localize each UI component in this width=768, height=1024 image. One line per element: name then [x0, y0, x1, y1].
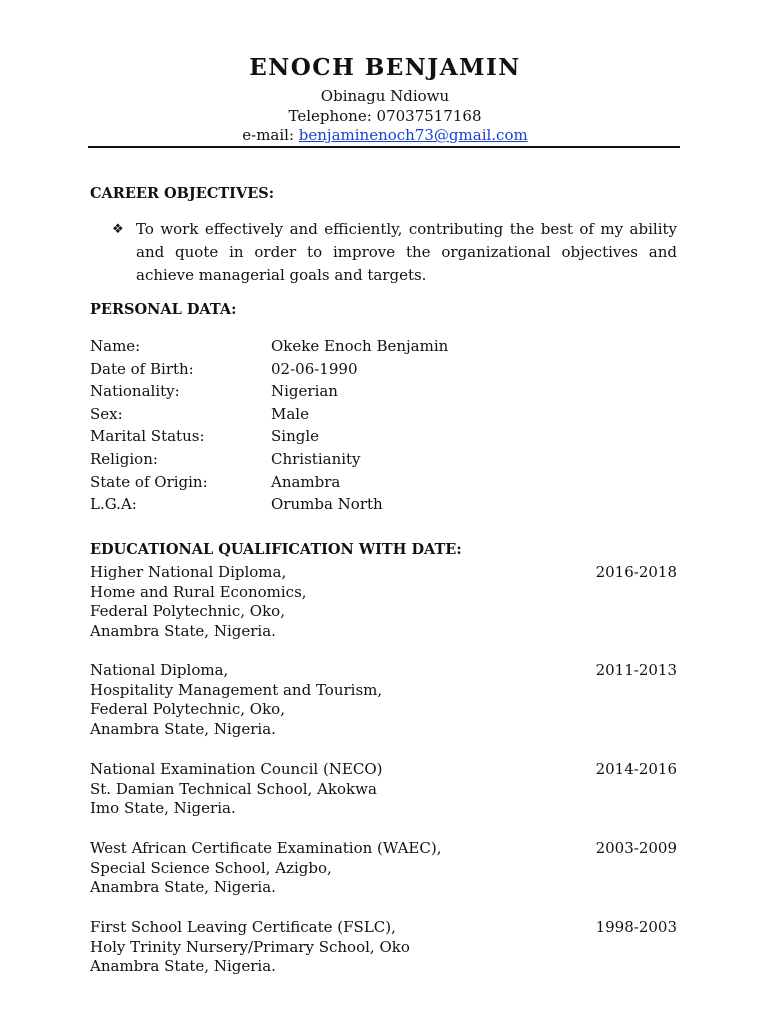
education-year: 2003-2009 — [595, 839, 677, 857]
telephone-line: Telephone: 07037517168 — [288, 107, 482, 125]
personal-data-value: Orumba North — [271, 495, 383, 514]
personal-data-label: Religion: — [90, 449, 158, 468]
education-year: 2011-2013 — [595, 661, 677, 679]
education-line: National Examination Council (NECO) — [90, 760, 383, 778]
personal-data-value: Okeke Enoch Benjamin — [271, 337, 449, 355]
education-line: Anambra State, Nigeria. — [90, 878, 276, 897]
personal-data-value: Nigerian — [271, 382, 338, 401]
education-line: Anambra State, Nigeria. — [90, 622, 276, 641]
career-objective-text: To work effectively and efficiently, contributing the best of my ability and quote in order to improve the organizational objectives and achieve managerial goals and targets. — [136, 220, 677, 284]
personal-data-label: Marital Status: — [90, 427, 205, 446]
personal-data-label: State of Origin: — [90, 472, 208, 491]
email-line — [90, 125, 680, 145]
education-line: Anambra State, Nigeria. — [90, 957, 276, 976]
personal-data-label: Date of Birth: — [90, 359, 194, 378]
education-year: 2014-2016 — [595, 760, 677, 778]
career-objectives-heading: CAREER OBJECTIVES: — [90, 185, 275, 202]
personal-data-value: 02-06-1990 — [271, 359, 358, 378]
education-entry — [90, 563, 677, 642]
diamond-bullet-icon: ❖ — [112, 222, 124, 237]
personal-data-row — [90, 448, 680, 471]
personal-data-row — [90, 471, 680, 494]
personal-data-row — [90, 493, 680, 516]
personal-data-heading: PERSONAL DATA: — [90, 301, 237, 318]
personal-data-row — [90, 335, 680, 358]
education-entry — [90, 760, 677, 819]
personal-data-value: Male — [271, 404, 309, 423]
resume-name: ENOCH BENJAMIN — [249, 54, 521, 81]
personal-data-value: Single — [271, 427, 320, 446]
education-line: Hospitality Management and Tourism, — [90, 680, 383, 699]
education-heading: EDUCATIONAL QUALIFICATION WITH DATE: — [90, 541, 462, 558]
personal-data-label: Sex: — [90, 404, 123, 423]
education-line: Higher National Diploma, — [90, 563, 287, 581]
personal-data-label: L.G.A: — [90, 495, 137, 514]
education-line: Holy Trinity Nursery/Primary School, Oko — [90, 937, 410, 956]
education-line: Anambra State, Nigeria. — [90, 720, 276, 739]
personal-data-row — [90, 403, 680, 426]
education-line: St. Damian Technical School, Akokwa — [90, 779, 377, 798]
header-divider — [88, 146, 680, 148]
personal-data-value: Christianity — [271, 449, 361, 468]
education-line: Home and Rural Economics, — [90, 582, 307, 601]
education-line: Federal Polytechnic, Oko, — [90, 700, 285, 719]
education-line: Special Science School, Azigbo, — [90, 858, 332, 877]
education-line: West African Certificate Examination (WAEC), — [90, 839, 442, 857]
education-line: National Diploma, — [90, 661, 229, 679]
personal-data-row — [90, 425, 680, 448]
personal-data-label: Nationality: — [90, 382, 180, 401]
personal-data-label: Name: — [90, 337, 141, 355]
education-line: Federal Polytechnic, Oko, — [90, 602, 285, 621]
education-year: 2016-2018 — [595, 563, 677, 581]
career-objective-item — [90, 218, 677, 287]
education-year: 1998-2003 — [595, 918, 677, 936]
education-entry — [90, 918, 677, 977]
education-line: First School Leaving Certificate (FSLC), — [90, 918, 396, 936]
education-line: Imo State, Nigeria. — [90, 799, 236, 818]
personal-data-table — [90, 335, 680, 516]
email-link[interactable]: benjaminenoch73@gmail.com — [298, 126, 528, 144]
email-label: e-mail: — [242, 126, 299, 144]
address-line: Obinagu Ndiowu — [320, 87, 450, 105]
education-entry — [90, 839, 677, 898]
personal-data-row — [90, 380, 680, 403]
education-entry — [90, 661, 677, 740]
personal-data-value: Anambra — [271, 472, 341, 491]
personal-data-row — [90, 358, 680, 381]
